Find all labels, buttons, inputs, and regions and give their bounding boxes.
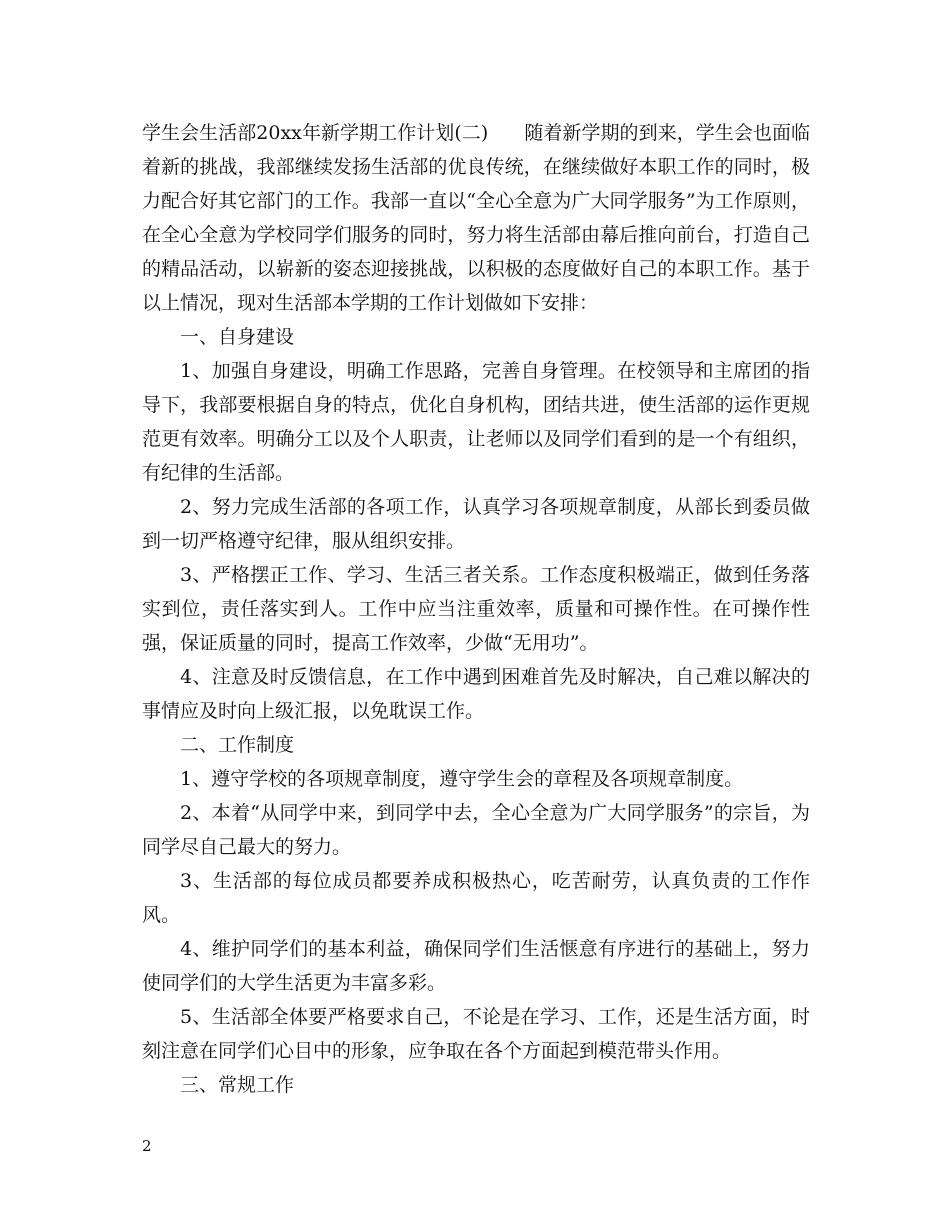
page-number: 2 <box>142 1137 152 1155</box>
intro-paragraph <box>142 116 810 320</box>
document-body <box>142 116 810 1102</box>
section-item: 5、生活部全体要严格要求自己，不论是在学习、工作，还是生活方面，时刻注意在同学们心目中的形象，应争取在各个方面起到模范带头作用。 <box>142 1006 810 1062</box>
section-item: 1、遵守学校的各项规章制度，遵守学生会的章程及各项规章制度。 <box>180 768 744 790</box>
section-item: 3、生活部的每位成员都要养成积极热心，吃苦耐劳，认真负责的工作作风。 <box>142 870 810 926</box>
intro-text: 随着新学期的到来，学生会也面临着新的挑战，我部继续发扬生活部的优良传统，在继续做好本职工作的同时，极力配合好其它部门的工作。我部一直以“全心全意为广大同学服务”为工作原则，在全心全意为学校同学们服务的同时，努力将生活部由幕后推向前台，打造自己的精品活动，以崭新的姿态迎接挑战，以积极的态度做好自己的本职工作。基于以上情况，现对生活部本学期的工作计划做如下安排： <box>142 122 810 314</box>
section-heading: 二、工作制度 <box>180 734 295 756</box>
section-item: 1、加强自身建设，明确工作思路，完善自身管理。在校领导和主席团的指导下，我部要根据自身的特点，优化自身机构，团结共进，使生活部的运作更规范更有效率。明确分工以及个人职责，让老师以及同学们看到的是一个有组织，有纪律的生活部。 <box>142 360 810 484</box>
section-item: 2、努力完成生活部的各项工作，认真学习各项规章制度，从部长到委员做到一切严格遵守纪律，服从组织安排。 <box>142 496 810 552</box>
section-item: 2、本着“从同学中来，到同学中去，全心全意为广大同学服务”的宗旨，为同学尽自己最大的努力。 <box>142 802 810 858</box>
section-item: 3、严格摆正工作、学习、生活三者关系。工作态度积极端正，做到任务落实到位，责任落实到人。工作中应当注重效率，质量和可操作性。在可操作性强，保证质量的同时，提高工作效率，少做“无用功”。 <box>142 564 810 654</box>
document-title: 学生会生活部20xx年新学期工作计划(二) <box>142 122 489 144</box>
section-heading: 一、自身建设 <box>180 326 295 348</box>
section-heading: 三、常规工作 <box>180 1074 295 1096</box>
section-item: 4、注意及时反馈信息，在工作中遇到困难首先及时解决，自己难以解决的事情应及时向上级汇报，以免耽误工作。 <box>142 666 810 722</box>
section-item: 4、维护同学们的基本利益，确保同学们生活惬意有序进行的基础上，努力使同学们的大学生活更为丰富多彩。 <box>142 938 810 994</box>
